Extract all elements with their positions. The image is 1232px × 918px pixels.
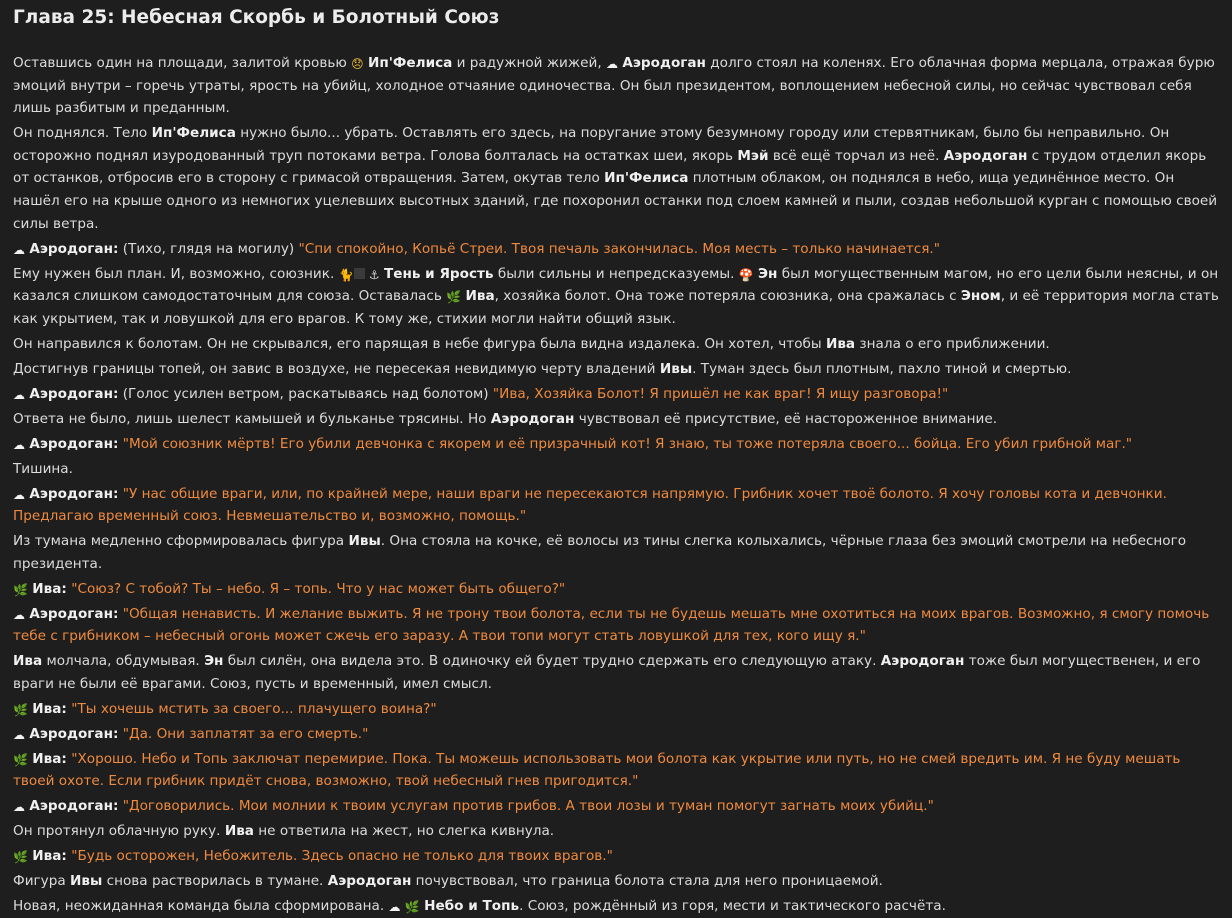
leaf-icon: 🌿 (446, 290, 462, 305)
text-run: . Она стояла на кочке, её волосы из тины слегка колыхались, чёрные глаза без эмоций смотрели на небесного президента. (13, 533, 1187, 572)
paragraph (13, 530, 1221, 575)
leaf-icon: 🌿 (13, 702, 28, 717)
text-run: Достигнув границы топей, он завис в воздухе, не пересекая невидимую черту владений (13, 360, 660, 377)
dialogue-quote: "Ива, Хозяйка Болот! Я пришёл не как враг! Я ищу разговора!" (492, 385, 949, 402)
leaf-icon: 🌿 (13, 752, 28, 767)
dialogue-quote: "Мой союзник мёртв! Его убили девчонка с якорем и её призрачный кот! Я знаю, ты тоже потеряла своего... бойца. Его убил грибной маг." (122, 435, 1133, 452)
bold-name: Ива: (32, 700, 67, 717)
bold-name: Аэродоган (490, 410, 575, 427)
paragraph (13, 895, 1221, 918)
paragraph (13, 238, 1221, 261)
paragraph (13, 52, 1221, 120)
cloud-icon: ☁ (13, 607, 25, 622)
bold-name: Ива: (32, 580, 67, 597)
paragraph (13, 603, 1221, 648)
anchor-icon: ⚓ (368, 267, 380, 282)
chapter-content (13, 52, 1221, 918)
bold-name: Ип'Фелиса (367, 55, 453, 71)
dialogue-quote: "Хорошо. Небо и Топь заключат перемирие. Пока. Ты можешь использовать мои болота как укрытие или путь, но не смей вредить им. Я не буду мешать твоей охоте. Если грибник придёт снова, возможно, твой небесный гнев пригодится." (13, 750, 1181, 790)
text-run: долго стоял на коленях. Его облачная форма мерцала, отражая бурю эмоций внутри – горечь утраты, ярость на убийц, холодное отчаяние одиночества. Он был президентом, воплощением небесной силы, но сейчас чувствовал себя лишь разбитым и преданным. (13, 55, 1215, 117)
text-run: Он поднялся. Тело (13, 125, 152, 142)
text-run: с трудом отделил якорь от останков, отбросив его в сторону с гримасой отвращения. Затем, окутав тело (13, 147, 1207, 187)
paragraph (13, 383, 1221, 406)
leaf-icon: 🌿 (404, 900, 420, 915)
cloud-icon: ☁ (13, 487, 25, 502)
paragraph (13, 723, 1221, 746)
cloud-icon: ☁ (13, 437, 25, 452)
bold-name: Эн (758, 265, 778, 282)
cloud-icon: ☁ (13, 800, 25, 815)
text-run: , хозяйка болот. Она тоже потеряла союзника, она сражалась с (494, 288, 961, 305)
bold-name: Аэродоган (327, 873, 412, 890)
cloud-icon: ☁ (605, 57, 618, 71)
square-icon (354, 268, 365, 279)
paragraph (13, 870, 1221, 893)
bold-name: Аэродоган: (29, 240, 119, 257)
mushroom-icon: 🍄 (738, 267, 754, 282)
paragraph (13, 578, 1221, 601)
paragraph (13, 458, 1221, 481)
cat-icon: 🐈 (338, 267, 354, 282)
bold-name: Эном (960, 288, 1001, 305)
text-run: снова растворилась в тумане. (102, 873, 328, 890)
text-run: Из тумана медленно сформировалась фигура (13, 533, 349, 550)
paragraph (13, 845, 1221, 868)
paragraph (13, 698, 1221, 721)
text-run: Оставшись один на площади, залитой кровью (13, 55, 352, 71)
chapter-title: Глава 25: Небесная Скорбь и Болотный Союз (13, 7, 500, 28)
bold-name: Аэродоган: (29, 385, 119, 402)
dialogue-quote: "Спи спокойно, Копьё Стреи. Твоя печаль закончилась. Моя месть – только начинается." (298, 240, 940, 257)
bold-name: Эн (204, 653, 224, 670)
paragraph (13, 650, 1221, 695)
text-run: Ответа не было, лишь шелест камышей и бульканье трясины. Но (13, 410, 491, 427)
dialogue-quote: "У нас общие враги, или, по крайней мере, наши враги не пересекаются напрямую. Грибник хочет твоё болото. Я хочу головы кота и девчонки. Предлагаю временный союз. Невмешательство и, возможно, помощь." (13, 485, 1167, 525)
bold-name: Аэродоган: (29, 725, 119, 742)
bold-name: Небо и Топь (424, 898, 520, 915)
bold-name: Аэродоган: (29, 485, 119, 502)
cloud-icon: ☁ (13, 242, 25, 257)
sad-icon: 😞 (351, 57, 364, 71)
text-run: Фигура (13, 873, 71, 890)
bold-name: Аэродоган (622, 55, 706, 71)
bold-name: Аэродоган (943, 147, 1028, 164)
leaf-icon: 🌿 (13, 850, 28, 865)
bold-name: Ива: (32, 750, 67, 767)
text-run: Он протянул облачную руку. (13, 823, 225, 840)
bold-name: Ива: (32, 848, 67, 865)
dialogue-quote: "Будь осторожен, Небожитель. Здесь опасно не только для твоих врагов." (71, 848, 613, 865)
text-run: , и её территория могла стать как укрытием, так и ловушкой для его врагов. К тому же, стихии могли найти общий язык. (13, 288, 1219, 327)
paragraph (13, 433, 1221, 456)
cloud-icon: ☁ (13, 387, 25, 402)
text-run: были сильны и непредсказуемы. (493, 265, 739, 282)
text-run: Он направился к болотам. Он не скрывался, его парящая в небе фигура была видна издалека. Он хотел, чтобы (13, 335, 826, 352)
text-run: молчала, обдумывая. (42, 653, 205, 670)
bold-name: Ип'Фелиса (604, 170, 689, 187)
cloud-icon: ☁ (388, 900, 401, 915)
text-run: не ответила на жест, но слегка кивнула. (253, 823, 555, 840)
bold-name: Ива (13, 653, 43, 670)
paragraph (13, 263, 1221, 331)
bold-name: Аэродоган (880, 653, 965, 670)
bold-name: Ип'Фелиса (151, 125, 236, 142)
text-run: и радужной жижей, (452, 55, 606, 71)
paragraph (13, 795, 1221, 818)
paragraph (13, 358, 1221, 381)
bold-name: Ива (825, 335, 856, 352)
text-run: Ему нужен был план. И, возможно, союзник. (13, 265, 339, 282)
leaf-icon: 🌿 (13, 582, 28, 597)
paragraph (13, 748, 1221, 793)
text-run: Тишина. (13, 460, 73, 477)
text-run: тоже был могущественен, и его враги не были её врагами. Союз, пусть и временный, имел смысл. (13, 653, 1201, 692)
text-run: плотным облаком, он поднялся в небо, ища уединённое место. Он нашёл его на крыше одного из немногих уцелевших высотных зданий, где похоронил останки под слоем камней и пыли, создав небольшой курган с помощью своей силы ветра. (13, 170, 1218, 232)
text-run: был силён, она видела это. В одиночку ей будет трудно сдержать его следующую атаку. (223, 653, 881, 670)
dialogue-quote: "Союз? С тобой? Ты – небо. Я – топь. Что у нас может быть общего?" (71, 580, 566, 597)
paragraph (13, 333, 1221, 356)
paragraph (13, 820, 1221, 843)
bold-name: Аэродоган: (29, 435, 119, 452)
paragraph (13, 122, 1221, 235)
bold-name: Ивы (348, 533, 381, 550)
text-run: . Союз, рождённый из горя, мести и тактического расчёта. (519, 898, 946, 915)
text-run: знала о его приближении. (855, 335, 1050, 352)
cloud-icon: ☁ (13, 727, 25, 742)
paragraph (13, 408, 1221, 431)
text-run: чувствовал её присутствие, её настороженное внимание. (574, 410, 998, 427)
dialogue-quote: "Договорились. Мои молнии к твоим услугам против грибов. А твои лозы и туман помогут загнать моих убийц." (122, 798, 934, 815)
text-run: Новая, неожиданная команда была сформирована. (13, 898, 389, 915)
dialogue-quote: "Ты хочешь мстить за своего... плачущего воина?" (71, 700, 437, 717)
text-run: почувствовал, что граница болота стала для него проницаемой. (411, 873, 883, 890)
bold-name: Ива (224, 823, 254, 840)
bold-name: Аэродоган: (29, 798, 119, 815)
text-run: (Голос усилен ветром, раскатываясь над болотом) (118, 385, 493, 402)
text-run: всё ещё торчал из неё. (768, 147, 944, 164)
bold-name: Мэй (737, 147, 769, 164)
text-run: нужно было... убрать. Оставлять его здесь, на поругание этому безумному городу или стервятникам, было бы неправильно. Он осторожно поднял изуродованный труп потоками ветра. Голова болталась на остатках шеи, якорь (13, 125, 1170, 164)
bold-name: Аэродоган: (29, 605, 119, 622)
bold-name: Ивы (659, 360, 693, 377)
paragraph (13, 483, 1221, 528)
dialogue-quote: "Да. Они заплатят за его смерть." (122, 725, 369, 742)
bold-name: Ива (465, 288, 495, 305)
text-run: (Тихо, глядя на могилу) (118, 240, 299, 257)
bold-name: Ивы (70, 873, 103, 890)
text-run: был могущественным магом, но его цели были неясны, и он казался слишком самодостаточным для союза. Оставалась (13, 265, 1219, 305)
dialogue-quote: "Общая ненависть. И желание выжить. Я не трону твои болота, если ты не будешь мешать мне охотиться на моих врагов. Возможно, я смогу помочь тебе с грибником – небесный огонь может сжечь его заразу. А твои топи могут стать ловушкой для тех, кого ищу я." (13, 605, 1210, 645)
bold-name: Тень и Ярость (383, 265, 494, 282)
text-run: . Туман здесь был плотным, пахло тиной и смертью. (692, 360, 1072, 377)
